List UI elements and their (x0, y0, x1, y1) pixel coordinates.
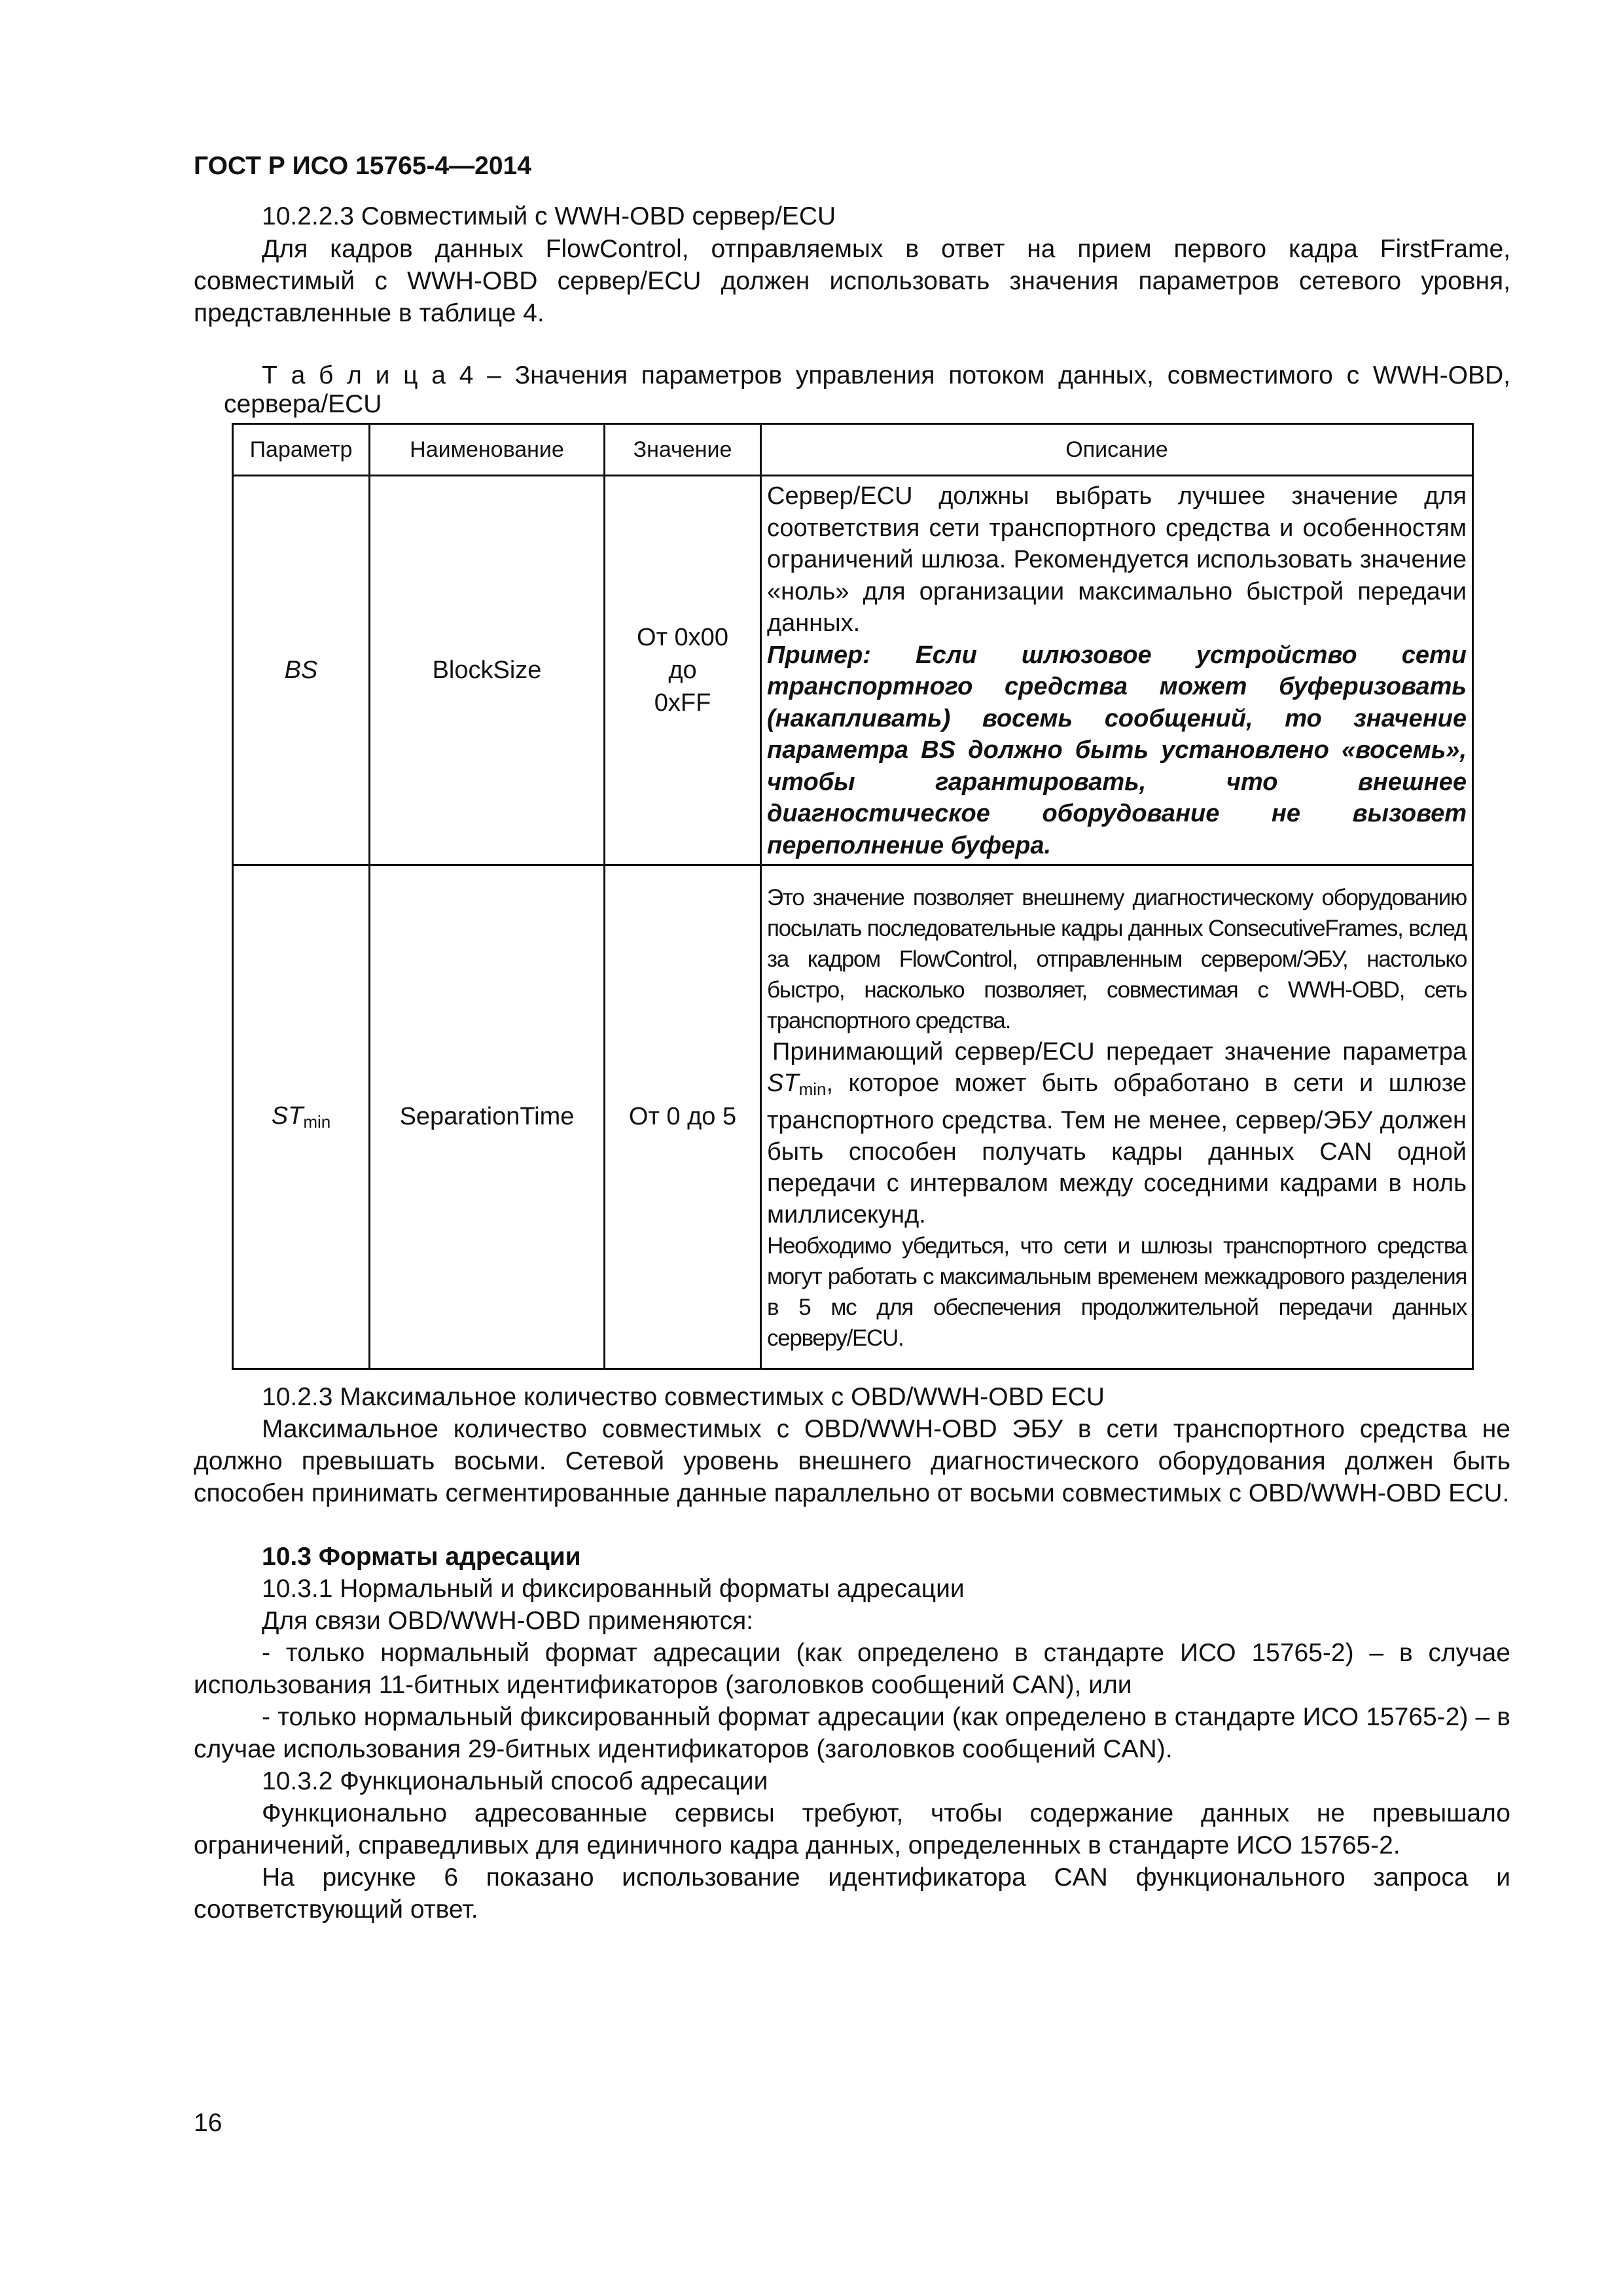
header-name: Наименование (370, 424, 605, 476)
table-row-bs (233, 476, 1473, 865)
list-item-normal-fixed-addressing: - только нормальный фиксированный формат адресации (как определено в стандарте ИСО 15765-2) – в случае использования 29-битных идентификаторов (заголовков сообщений CAN). (194, 1703, 1510, 1763)
section-heading-10-3-1: 10.3.1 Нормальный и фиксированный форматы адресации (262, 1575, 965, 1603)
section-text-10-3-1-intro: Для связи OBD/WWH-OBD применяются: (262, 1607, 754, 1635)
value-range-from: От 0x00 (637, 624, 728, 651)
param-st-subscript: min (303, 1111, 331, 1132)
desc-stmin-p2-subscript: min (798, 1079, 827, 1099)
cell-value-bs (605, 476, 761, 865)
section-heading-10-3: 10.3 Форматы адресации (262, 1543, 581, 1571)
value-range-to: 0xFF (654, 689, 711, 717)
section-text-10-2-3: Максимальное количество совместимых с OBD/WWH-OBD ЭБУ в сети транспортного средства не должно превышать восьми. Сетевой уровень внешнего диагностического оборудования должен быть способен принимать сегментированные данные параллельно от восьми совместимых с OBD/WWH-OBD ECU. (194, 1415, 1510, 1507)
table-caption-line-1: Т а б л и ц а 4 – Значения параметров управления потоком данных, совместимого с WWH-OBD, (262, 361, 1510, 389)
document-standard-number: ГОСТ Р ИСО 15765-4—2014 (194, 152, 531, 180)
table-row-stmin (233, 865, 1473, 1369)
section-heading-10-2-3: 10.2.3 Максимальное количество совместимых с OBD/WWH-OBD ECU (262, 1383, 1105, 1411)
section-heading-10-2-2-3: 10.2.2.3 Совместимый с WWH-OBD сервер/ECU (262, 202, 836, 230)
desc-stmin-p3: Необходимо убедиться, что сети и шлюзы транспортного средства могут работать с максимальным временем межкадрового разделения в 5 мс для обеспечения продолжительной передачи данных серверу/ECU. (767, 1232, 1467, 1351)
cell-param-stmin (233, 865, 370, 1369)
desc-stmin-p2-symbol: ST (767, 1069, 799, 1097)
desc-stmin-p2 (767, 1036, 1467, 1230)
header-description: Описание (761, 424, 1473, 476)
param-st-symbol: ST (271, 1102, 304, 1130)
desc-stmin-p2-after: , которое может быть обработано в сети и шлюзе транспортного средства. Тем не менее, сервер/ЭБУ должен быть способен получать кадры данных CAN одной передачи с интервалом между соседними кадрами в ноль миллисекунд. (767, 1069, 1467, 1229)
cell-param-bs: BS (233, 476, 370, 865)
desc-stmin-p2-before: Принимающий сервер/ECU передает значение параметра (772, 1037, 1467, 1066)
header-value: Значение (605, 424, 761, 476)
section-heading-10-3-2: 10.3.2 Функциональный способ адресации (262, 1767, 768, 1795)
table-caption-line-2: сервера/ECU (224, 390, 382, 418)
desc-bs-text: Сервер/ECU должны выбрать лучшее значение для соответствия сети транспортного средства и особенностям ограничений шлюза. Рекомендуется использовать значение «ноль» для организации максимально быстрой передачи данных. (767, 482, 1467, 637)
value-range-to-label: до (668, 656, 697, 684)
table-header-row (233, 424, 1473, 476)
section-text-10-3-2-a: Функционально адресованные сервисы требуют, чтобы содержание данных не превышало ограничений, справедливых для единичного кадра данных, определенных в стандарте ИСО 15765-2. (194, 1799, 1510, 1859)
section-text-10-2-2-3: Для кадров данных FlowControl, отправляемых в ответ на прием первого кадра FirstFrame, совместимый с WWH-OBD сервер/ECU должен использовать значения параметров сетевого уровня, представленные в таблице 4. (194, 235, 1510, 327)
desc-stmin-p1: Это значение позволяет внешнему диагностическому оборудованию посылать последовательные кадры данных ConsecutiveFrames, вслед за кадром FlowControl, отправленным сервером/ЭБУ, настолько быстро, насколько позволяет, совместимая с WWH-OBD, сеть транспортного средства. (767, 884, 1467, 1033)
page-number: 16 (194, 2109, 223, 2137)
cell-value-stmin: От 0 до 5 (605, 865, 761, 1369)
section-text-10-3-2-b: На рисунке 6 показано использование идентификатора CAN функционального запроса и соответствующий ответ. (194, 1863, 1510, 1924)
list-item-normal-addressing: - только нормальный формат адресации (как определено в стандарте ИСО 15765-2) – в случае использования 11-битных идентификаторов (заголовков сообщений CAN), или (194, 1639, 1510, 1699)
desc-bs-example: Пример: Если шлюзовое устройство сети транспортного средства может буферизовать (накапливать) восемь сообщений, то значение параметра BS должно быть установлено «восемь», чтобы гарантировать, что внешнее диагностическое оборудование не вызовет переполнение буфера. (767, 641, 1467, 859)
header-parameter: Параметр (233, 424, 370, 476)
table-4-flow-control-parameters (232, 423, 1474, 1370)
cell-desc-bs (761, 476, 1473, 865)
cell-desc-stmin (761, 865, 1473, 1369)
cell-name-separationtime: SeparationTime (370, 865, 605, 1369)
cell-name-blocksize: BlockSize (370, 476, 605, 865)
